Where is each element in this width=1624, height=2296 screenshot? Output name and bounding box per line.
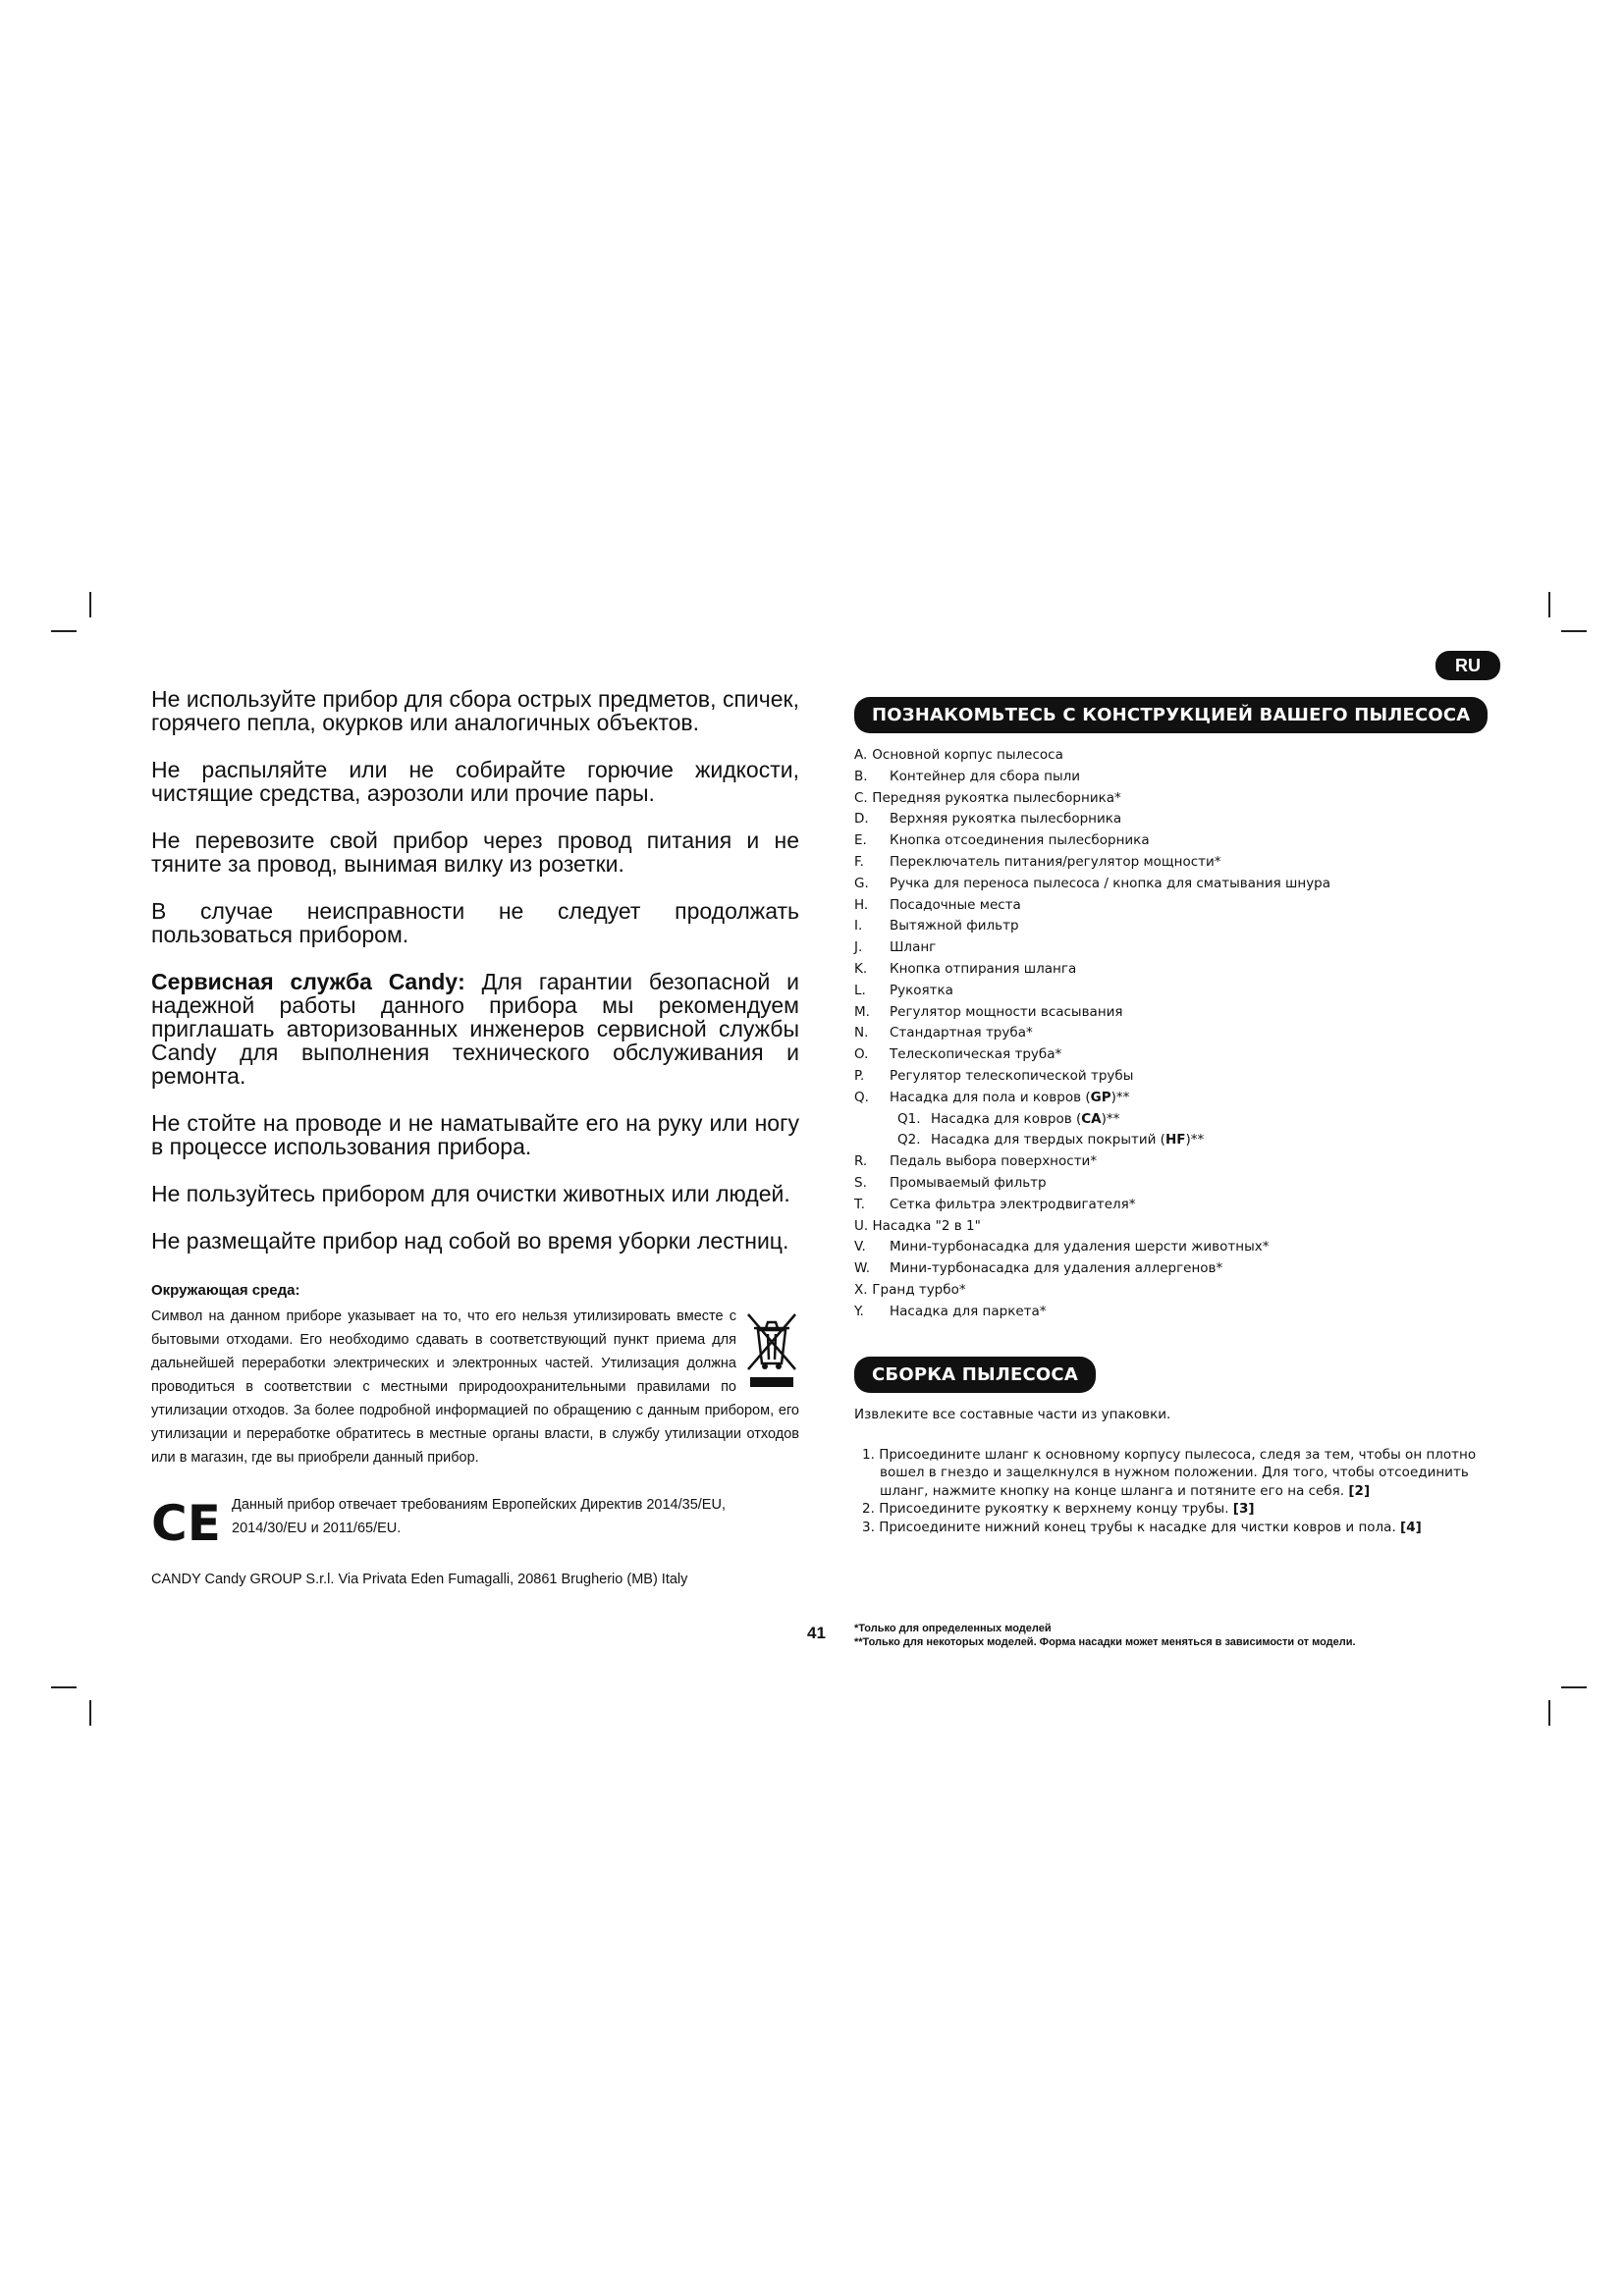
environment-text: Символ на данном приборе указывает на то, что его нельзя утилизировать вместе с бытовыми отходами. Его необходимо сдавать в соответствующий пункт приема для дальнейшей переработки электрических и электронных частей. Утилизация должна проводиться в соответствии с местными природоохранительными правилами по утилизации отходов. За более подробной информацией по обращению с данным прибором, его утилизации и переработке обратитесь в местные органы власти, в службу утилизации отходов или в магазин, где вы приобрели данный прибор. [151,1308,799,1466]
part-suffix: )** [1110,1089,1130,1105]
part-name: Передняя рукоятка пылесборника* [872,789,1121,806]
environment-section [151,1305,799,1469]
footnote: **Только для некоторых моделей. Форма насадки может меняться в зависимости от модели. [854,1636,1356,1648]
part-suffix: )** [1101,1110,1120,1127]
parts-list-item [854,1216,1502,1238]
part-name: Регулятор мощности всасывания [890,1003,1123,1020]
page-number: 41 [807,1624,826,1642]
warning-text: Не размещайте прибор над собой во время уборки лестниц. [151,1228,789,1254]
part-letter: A. [854,747,868,763]
part-letter: K. [854,960,868,977]
part-name: Регулятор телескопической трубы [890,1067,1134,1084]
part-letter: U. [854,1217,869,1234]
part-letter: N. [854,1025,869,1041]
ce-text: Данный прибор отвечает требованиям Европейских Директив 2014/35/EU, 2014/30/EU и 2011/65/EU. [232,1497,726,1536]
parts-list-item [854,1237,1502,1258]
service-title: Сервисная служба Candy: [151,969,465,994]
part-name: Верхняя рукоятка пылесборника [890,811,1122,828]
step-text: Присоедините рукоятку к верхнему концу трубы. [879,1501,1233,1518]
step-text: Присоедините шланг к основному корпусу пылесоса, следя за тем, чтобы он плотно вошел в гнездо и защелкнулся в нужном положении. Для того, чтобы отсоединить шланг, нажмите кнопку на конце шланга и потяните его на себя. [879,1446,1477,1499]
parts-list-item [854,809,1502,830]
service-text: Для гарантии безопасной и надежной работы данного прибора мы рекомендуем приглашать авторизованных инженеров сервисной службы Candy для выполнения технического обслуживания и ремонта. [151,969,799,1089]
part-name: Насадка для паркета* [890,1303,1047,1319]
part-letter: J. [854,939,863,956]
part-letter: B. [854,768,868,784]
part-letter: R. [854,1153,868,1170]
language-tab: RU [1435,651,1500,680]
part-name: Рукоятка [890,982,953,998]
company-address: CANDY Candy GROUP S.r.l. Via Privata Eden Fumagalli, 20861 Brugherio (MB) Italy [151,1572,688,1587]
crop-mark [89,592,91,617]
part-name: Мини-турбонасадка для удаления аллергенов* [890,1260,1223,1277]
part-name: Переключатель питания/регулятор мощности* [890,853,1221,870]
step-figure-ref: [3] [1232,1501,1255,1518]
parts-list-item [854,1023,1502,1044]
assembly-steps [854,1446,1502,1537]
part-letter: E. [854,832,867,849]
part-code: HF [1164,1132,1186,1148]
warning-text: Не пользуйтесь прибором для очистки животных или людей. [151,1181,790,1206]
warning-text: Не стойте на проводе и не наматывайте его на руку или ногу в процессе использования прибора. [151,1110,799,1159]
footnote: *Только для определенных моделей [854,1623,1052,1634]
parts-list-item [854,745,1502,767]
part-letter: Q2. [897,1132,921,1148]
parts-section-title: ПОЗНАКОМЬТЕСЬ С КОНСТРУКЦИЕЙ ВАШЕГО ПЫЛЕСОСА [854,697,1488,733]
parts-list-item [854,1280,1502,1302]
parts-list-item [854,1173,1502,1195]
part-letter: P. [854,1067,865,1084]
parts-list-item [854,981,1502,1002]
step-figure-ref: [2] [1348,1482,1371,1499]
warning-text: Не распыляйте или не собирайте горючие жидкости, чистящие средства, аэрозоли или прочие пары. [151,757,799,806]
part-name: Посадочные места [890,896,1021,913]
footnotes [854,1622,1502,1649]
part-letter: G. [854,875,869,891]
parts-list-item [854,1195,1502,1216]
part-letter: X. [854,1281,868,1298]
parts-list-item [854,830,1502,852]
parts-list-item [854,916,1502,937]
parts-list-item [854,1151,1502,1173]
left-column [151,687,799,1587]
step-text: Присоедините нижний конец трубы к насадке для чистки ковров и пола. [879,1519,1401,1535]
part-code: GP [1090,1089,1111,1105]
part-letter: W. [854,1260,871,1277]
step-figure-ref: [4] [1400,1519,1422,1535]
parts-list-item [854,1258,1502,1280]
part-letter: L. [854,982,866,998]
part-name: Сетка фильтра электродвигателя* [890,1196,1136,1212]
part-letter: Q. [854,1089,869,1105]
parts-list-item [854,1130,1502,1151]
parts-list-item [854,937,1502,959]
part-name: Контейнер для сбора пыли [890,768,1081,784]
crop-mark [51,630,77,632]
step-number: 1. [862,1446,875,1463]
crop-mark [1561,630,1587,632]
parts-list [854,745,1502,1323]
parts-list-item [854,767,1502,788]
part-letter: F. [854,853,864,870]
assembly-step [854,1446,1502,1501]
warning-text: Не перевозите свой прибор через провод питания и не тяните за провод, вынимая вилку из розетки. [151,828,799,877]
part-name: Телескопическая труба* [890,1046,1062,1063]
service-paragraph [151,970,799,1088]
part-name: Гранд турбо* [872,1281,966,1298]
parts-list-item [854,895,1502,917]
part-name: Насадка "2 в 1" [872,1217,981,1234]
part-name: Ручка для переноса пылесоса / кнопка для сматывания шнура [890,875,1331,891]
part-letter: Y. [854,1303,864,1319]
part-name: Вытяжной фильтр [890,918,1019,934]
part-letter: M. [854,1003,870,1020]
parts-list-item [854,1302,1502,1323]
parts-list-item [854,1109,1502,1131]
assembly-intro: Извлеките все составные части из упаковки. [854,1406,1171,1422]
parts-list-item [854,1088,1502,1109]
part-name: Кнопка отпирания шланга [890,960,1077,977]
assembly-step [854,1519,1502,1537]
part-letter: S. [854,1174,867,1191]
warning-text: В случае неисправности не следует продолжать пользоваться прибором. [151,898,799,947]
ce-mark-text: CE [151,1499,221,1544]
parts-list-item [854,1044,1502,1066]
ce-row [151,1493,799,1544]
part-code: CA [1081,1110,1102,1127]
part-letter: I. [854,918,863,934]
part-name: Основной корпус пылесоса [872,747,1063,763]
crop-mark [1548,592,1550,617]
environment-title: Окружающая среда: [151,1282,300,1299]
part-name: Насадка для ковров ( [931,1110,1082,1127]
warning-text: Не используйте прибор для сбора острых предметов, спичек, горячего пепла, окурков или аналогичных объектов. [151,686,799,735]
part-letter: O. [854,1046,869,1063]
parts-list-item [854,1002,1502,1024]
ce-mark-icon [151,1499,228,1544]
part-letter: V. [854,1239,866,1255]
parts-list-item [854,959,1502,981]
step-number: 3. [862,1519,875,1535]
part-name: Кнопка отсоединения пылесборника [890,832,1150,849]
part-name: Насадка для пола и ковров ( [890,1089,1091,1105]
assembly-step [854,1500,1502,1519]
part-name: Мини-турбонасадка для удаления шерсти животных* [890,1239,1270,1255]
part-name: Стандартная труба* [890,1025,1033,1041]
crop-mark [51,1686,77,1688]
part-letter: Q1. [897,1110,921,1127]
parts-list-item [854,1066,1502,1088]
crop-mark [1548,1700,1550,1726]
part-letter: T. [854,1196,865,1212]
part-letter: C. [854,789,868,806]
crop-mark [89,1700,91,1726]
parts-list-item [854,852,1502,874]
assembly-section-title: СБОРКА ПЫЛЕСОСА [854,1357,1096,1393]
crossed-bin-icon [744,1307,799,1391]
crop-mark [1561,1686,1587,1688]
part-letter: H. [854,896,869,913]
right-column [854,697,1502,1536]
parts-list-item [854,874,1502,895]
part-name: Насадка для твердых покрытий ( [931,1132,1165,1148]
parts-list-item [854,788,1502,810]
part-name: Промываемый фильтр [890,1174,1047,1191]
part-name: Шланг [890,939,937,956]
part-name: Педаль выбора поверхности* [890,1153,1098,1170]
part-suffix: )** [1185,1132,1205,1148]
part-letter: D. [854,811,869,828]
step-number: 2. [862,1501,875,1518]
